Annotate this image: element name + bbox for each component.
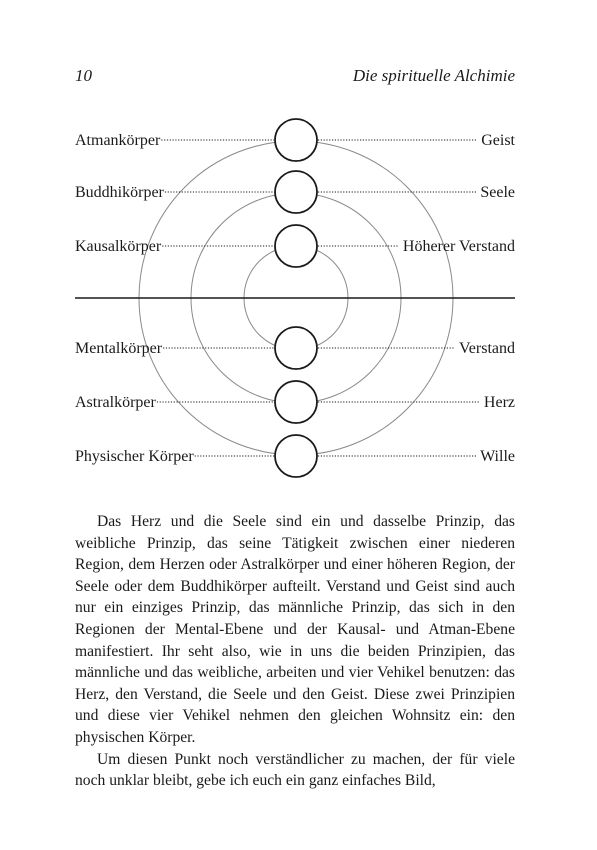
left-label: Atmankörper (75, 132, 161, 149)
left-label: Buddhikörper (75, 184, 164, 201)
left-label: Kausalkörper (75, 238, 162, 255)
running-title: Die spirituelle Alchimie (352, 66, 515, 85)
right-label: Seele (480, 184, 515, 201)
right-label: Höherer Verstand (402, 238, 515, 255)
body-circle (275, 327, 317, 369)
left-label: Astralkörper (75, 394, 156, 411)
left-label: Physischer Körper (75, 448, 194, 465)
body-circle (275, 171, 317, 213)
body-circle (275, 225, 317, 267)
right-label: Wille (480, 448, 515, 465)
left-label: Mentalkörper (75, 340, 163, 357)
right-label: Verstand (459, 340, 515, 357)
right-label: Herz (483, 394, 515, 411)
body-circle (275, 381, 317, 423)
body-text (75, 511, 515, 792)
right-label: Geist (481, 132, 515, 149)
paragraph: Um diesen Punkt noch verständlicher zu machen, der für viele noch unklar bleibt, gebe ich euch ein ganz einfaches Bild, (75, 750, 515, 790)
paragraph: Das Herz und die Seele sind ein und dasselbe Prinzip, das weibliche Prinzip, das seine Tätigkeit zwischen einer niederen Region, dem Herzen oder Astralkörper und einer höheren Region, der Seele oder dem Buddhikörper aufteilt. Verstand und Geist sind auch nur ein einziges Prinzip, das männliche Prinzip, das sich in den Regionen der Mental-Ebene und der Kausal- und Atman-Ebene manifestiert. Ihr seht also, wie in uns die beiden Prinzipien, das männliche und das weibliche, arbeiten und vier Vehikel benutzen: das Herz, den Verstand, die Seele und den Geist. Diese zwei Prinzipien und diese vier Vehikel nehmen den gleichen Wohnsitz ein: den physischen Körper. (75, 513, 515, 746)
body-circle (275, 119, 317, 161)
body-circle (275, 435, 317, 477)
page-number: 10 (75, 66, 92, 85)
